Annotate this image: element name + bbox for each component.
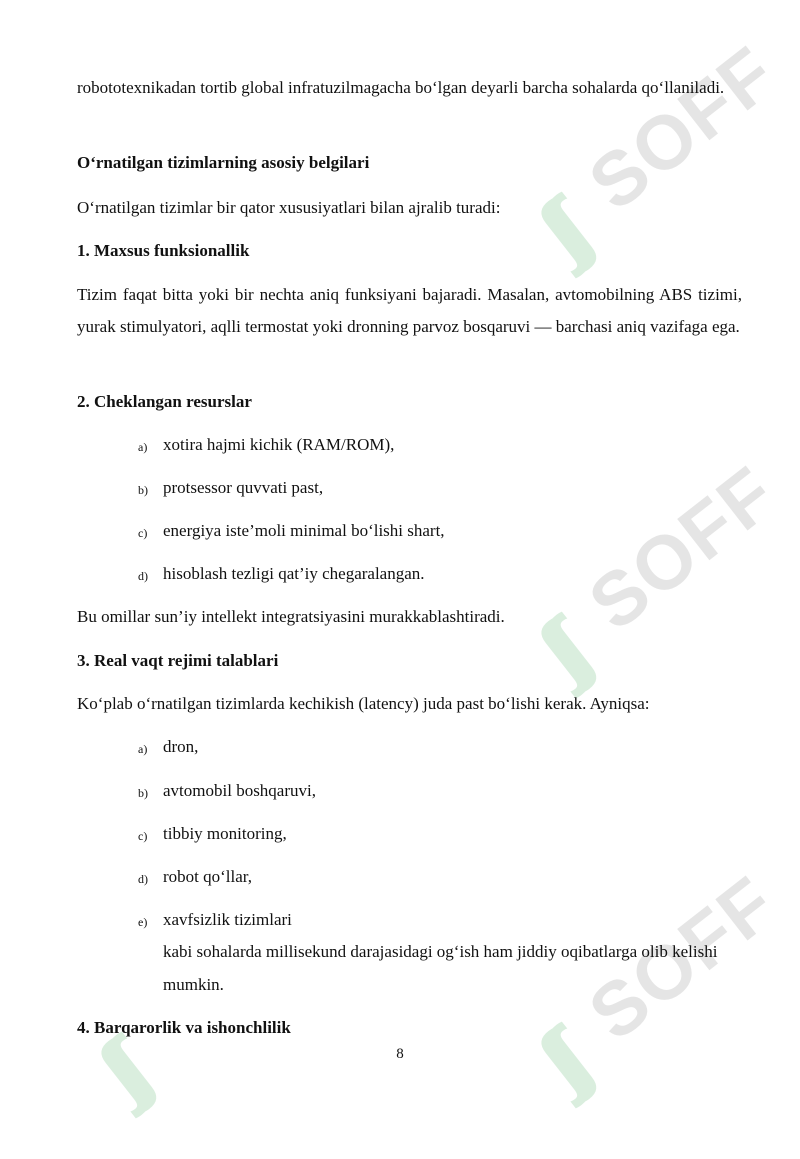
list-item-text: xotira hajmi kichik (RAM/ROM), [163,435,395,454]
list-item-text: robot qo‘llar, [163,867,253,886]
watermark-text: SOFF [573,450,793,647]
list-marker: a) [138,742,148,756]
list-item-text: energiya iste’moli minimal bo‘lishi shart, [163,521,445,540]
watermark-text: SOFF [573,30,793,227]
subsection-2-note: Bu omillar sun’iy intellekt integratsiyasini murakkablashtiradi. [77,607,505,626]
list-continuation: kabi sohalarda millisekund darajasidagi og‘ish ham jiddiy oqibatlarga olib kelishi mumkin. [163,942,718,994]
list-marker: c) [138,829,148,843]
section-heading: O‘rnatilgan tizimlarning asosiy belgilari [77,153,370,172]
list-marker: b) [138,786,148,800]
subsection-1-paragraph: Tizim faqat bitta yoki bir nechta aniq funksiyani bajaradi. Masalan, avtomobilning ABS tizimi, yurak stimulyatori, aqlli termostat yoki dronning parvoz bosqaruvi — barchasi aniq vazifaga ega. [77,285,742,336]
list-marker: e) [138,915,148,929]
list-item-text: protsessor quvvati past, [163,478,324,497]
list-item-text: xavfsizlik tizimlari [163,910,292,929]
list-marker: d) [138,569,148,583]
list-item-text: avtomobil boshqaruvi, [163,781,316,800]
watermark-logo: ʃʃ [519,192,594,279]
page-number: 8 [396,1046,404,1062]
watermark-logo: ʃʃ [519,1022,594,1109]
watermark-logo: ʃʃ [519,612,594,699]
list-marker: d) [138,872,148,886]
intro-paragraph: robototexnikadan tortib global infratuzilmagacha bo‘lgan deyarli barcha sohalarda qo‘llaniladi. [77,78,725,97]
subsection-heading-4: 4. Barqarorlik va ishonchlilik [77,1018,291,1037]
section-intro: O‘rnatilgan tizimlar bir qator xususiyatlari bilan ajralib turadi: [77,198,501,217]
subsection-heading-2: 2. Cheklangan resurslar [77,392,252,411]
subsection-3-paragraph: Ko‘plab o‘rnatilgan tizimlarda kechikish (latency) juda past bo‘lishi kerak. Ayniqsa: [77,694,650,713]
watermark-logo: ʃʃ [79,1032,154,1119]
list-marker: b) [138,483,148,497]
list-marker: a) [138,440,148,454]
subsection-heading-1: 1. Maxsus funksionallik [77,241,250,260]
list-item-text: hisoblash tezligi qat’iy chegaralangan. [163,564,425,583]
list-item-text: dron, [163,737,199,756]
watermark-text: SOFF [573,860,793,1057]
list-marker: c) [138,526,148,540]
subsection-heading-3: 3. Real vaqt rejimi talablari [77,651,279,670]
list-item-text: tibbiy monitoring, [163,824,287,843]
